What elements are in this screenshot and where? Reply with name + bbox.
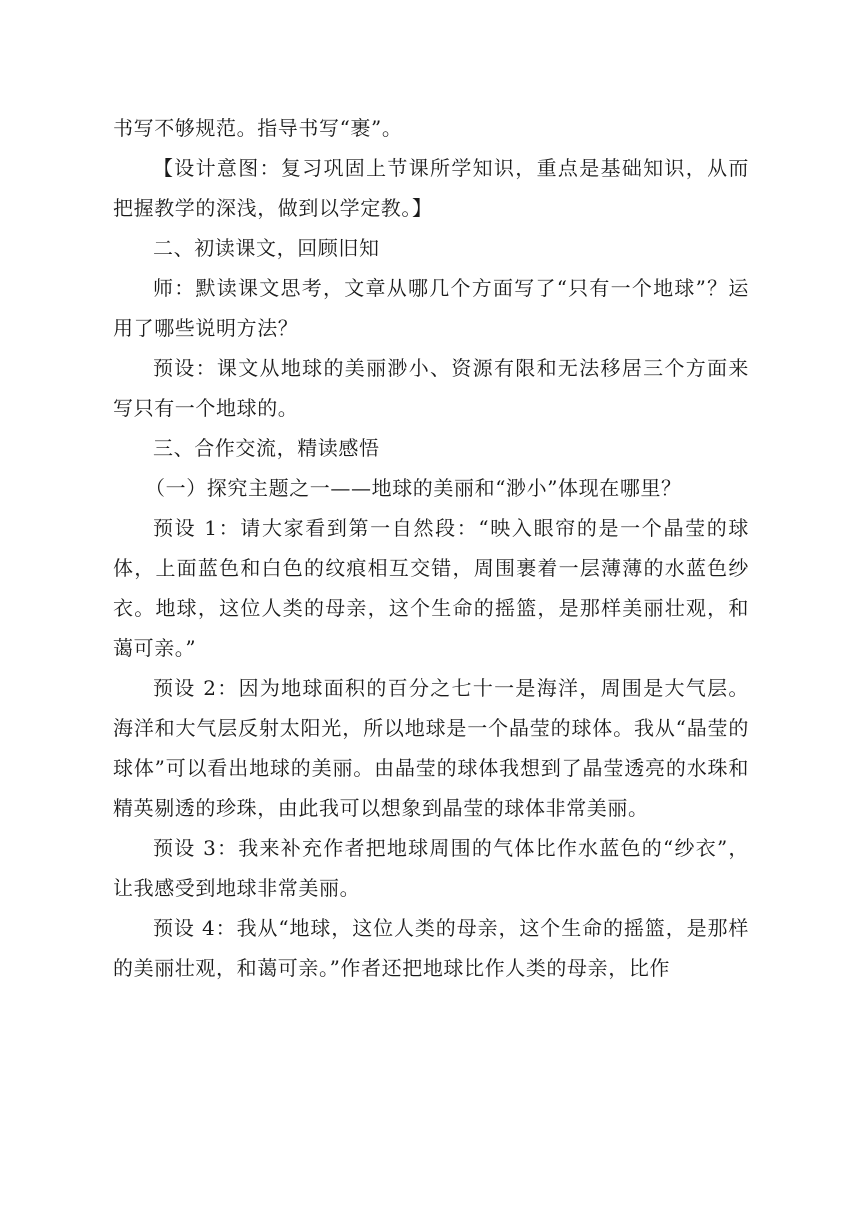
paragraph-continuation: 书写不够规范。指导书写“裹”。 — [113, 116, 403, 140]
document-body — [113, 108, 749, 988]
paragraph-preset: 预设：课文从地球的美丽渺小、资源有限和无法移居三个方面来写只有一个地球的。 — [113, 356, 749, 420]
paragraph-preset-1: 预设 1：请大家看到第一自然段：“映入眼帘的是一个晶莹的球体，上面蓝色和白色的纹痕相互交错，周围裹着一层薄薄的水蓝色纱衣。地球，这位人类的母亲，这个生命的摇篮，是那样美丽壮观，和蔼可亲。” — [113, 516, 749, 660]
section-heading-3: 三、合作交流，精读感悟 — [153, 436, 380, 460]
paragraph-preset-2: 预设 2：因为地球面积的百分之七十一是海洋，周围是大气层。海洋和大气层反射太阳光，所以地球是一个晶莹的球体。我从“晶莹的球体”可以看出地球的美丽。由晶莹的球体我想到了晶莹透亮的水珠和精英剔透的珍珠，由此我可以想象到晶莹的球体非常美丽。 — [113, 676, 749, 820]
section-heading-2: 二、初读课文，回顾旧知 — [153, 236, 380, 260]
paragraph-preset-4: 预设 4：我从“地球，这位人类的母亲，这个生命的摇篮，是那样的美丽壮观，和蔼可亲。”作者还把地球比作人类的母亲，比作 — [113, 916, 749, 980]
paragraph-teacher-question: 师：默读课文思考，文章从哪几个方面写了“只有一个地球”？运用了哪些说明方法？ — [113, 276, 749, 340]
paragraph-preset-3: 预设 3：我来补充作者把地球周围的气体比作水蓝色的“纱衣”，让我感受到地球非常美丽。 — [113, 836, 749, 900]
subsection-heading-1: （一）探究主题之一——地球的美丽和“渺小”体现在哪里？ — [145, 476, 682, 500]
paragraph-design-intent: 【设计意图：复习巩固上节课所学知识，重点是基础知识，从而把握教学的深浅，做到以学定教。】 — [113, 156, 749, 220]
